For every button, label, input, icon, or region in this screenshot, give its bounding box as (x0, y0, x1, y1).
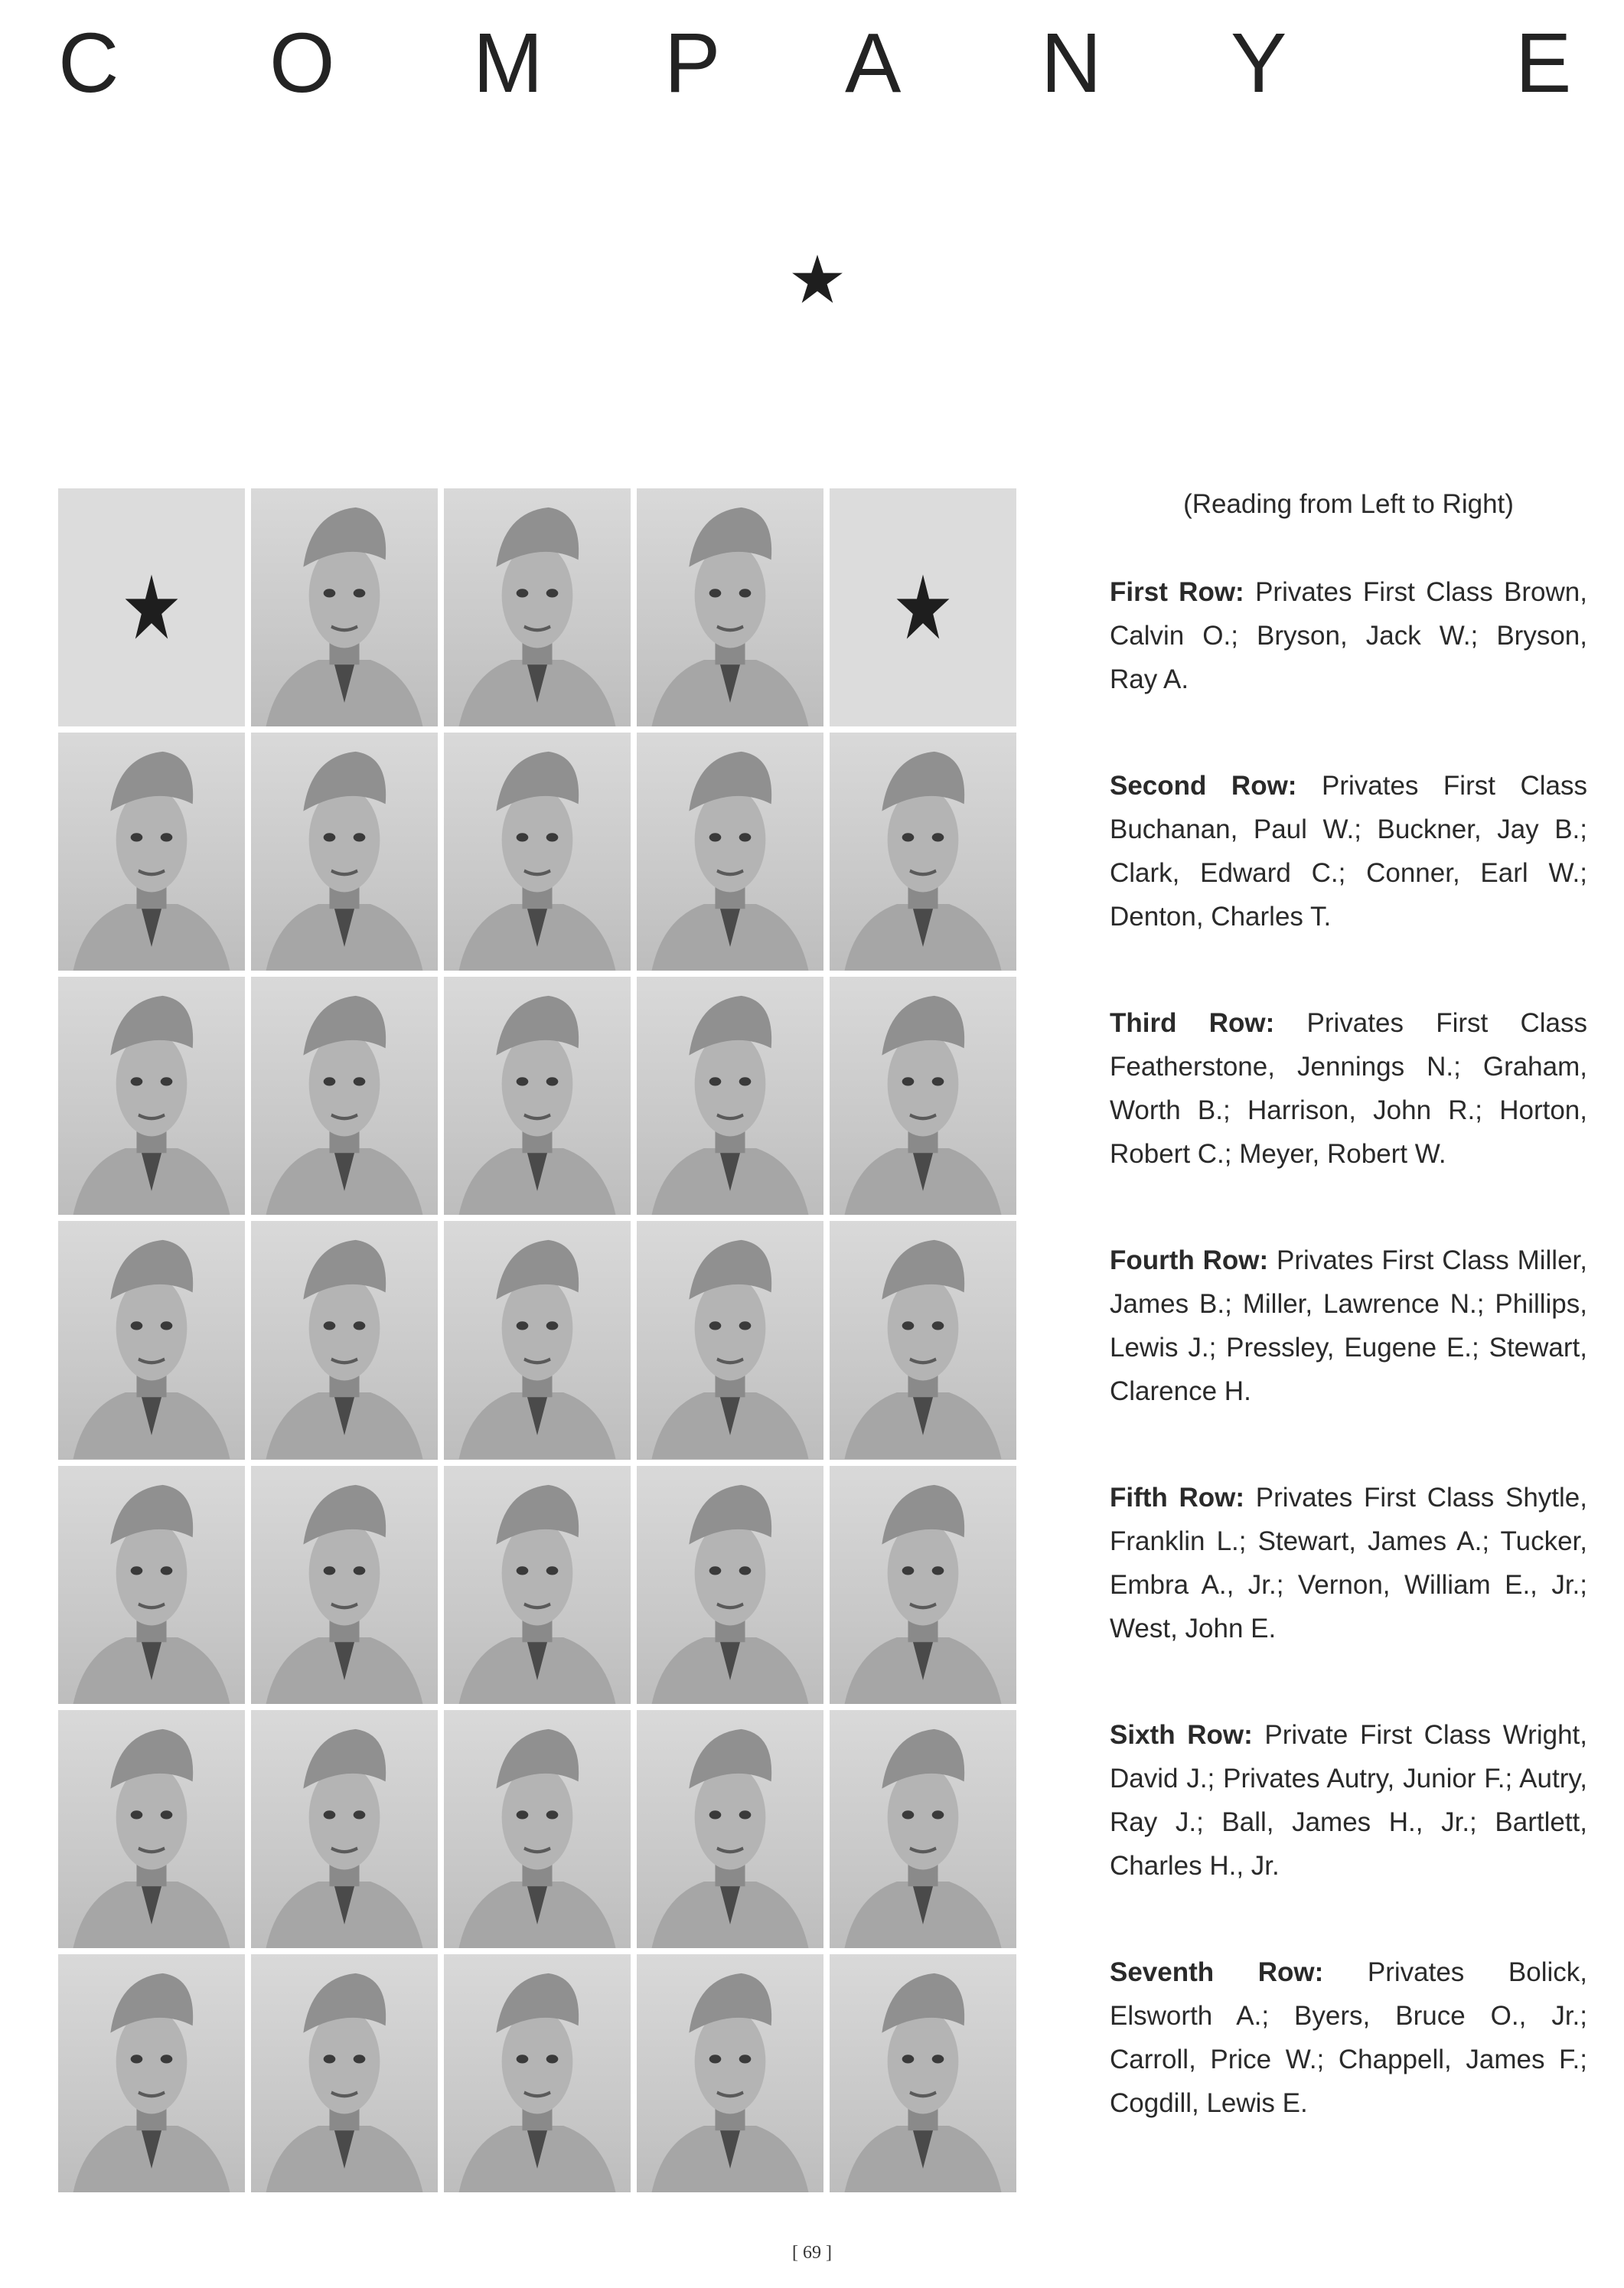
portrait-photo (637, 1954, 823, 2192)
portrait-photo (830, 733, 1016, 971)
soldier-portrait (830, 977, 1016, 1215)
portrait-photo (444, 1954, 631, 2192)
portrait-photo (830, 1221, 1016, 1459)
row-label: Third Row: (1110, 1008, 1275, 1038)
portrait-photo (444, 733, 631, 971)
soldier-portrait (637, 488, 823, 726)
soldier-portrait (444, 733, 631, 971)
soldier-portrait (58, 1710, 245, 1948)
star-cell (58, 488, 245, 726)
soldier-portrait (58, 977, 245, 1215)
row-names: Privates First Class Shytle, Franklin L.; Stewart, James A.; Tucker, Embra A., Jr.; Vernon, William E., Jr.; West, John E. (1110, 1483, 1587, 1643)
row-label: Fifth Row: (1110, 1483, 1245, 1513)
portrait-photo (444, 1710, 631, 1948)
portrait-photo (830, 1710, 1016, 1948)
soldier-portrait (637, 1954, 823, 2192)
soldier-portrait (637, 1466, 823, 1704)
caption-list (1110, 482, 1587, 2188)
portrait-photo (251, 977, 438, 1215)
portrait-photo (251, 733, 438, 971)
star-icon (791, 253, 844, 306)
soldier-portrait (58, 1466, 245, 1704)
portrait-photo (251, 1710, 438, 1948)
soldier-portrait (830, 1710, 1016, 1948)
soldier-portrait (637, 1710, 823, 1948)
soldier-portrait (444, 1221, 631, 1459)
soldier-portrait (251, 1221, 438, 1459)
soldier-portrait (830, 1466, 1016, 1704)
soldier-portrait (251, 977, 438, 1215)
soldier-portrait (830, 733, 1016, 971)
caption-row-4 (1110, 1239, 1587, 1413)
soldier-portrait (251, 1710, 438, 1948)
portrait-photo (830, 977, 1016, 1215)
portrait-photo (637, 977, 823, 1215)
row-names: Privates Bolick, Elsworth A.; Byers, Bruce O., Jr.; Carroll, Price W.; Chappell, James F.; Cogdill, Lewis E. (1110, 1957, 1587, 2118)
portrait-photo (58, 1221, 245, 1459)
portrait-photo (58, 1710, 245, 1948)
soldier-portrait (444, 1466, 631, 1704)
portrait-photo (251, 1954, 438, 2192)
row-names: Privates First Class Featherstone, Jennings N.; Graham, Worth B.; Harrison, John R.; Horton, Robert C.; Meyer, Robert W. (1110, 1008, 1587, 1169)
title-letter: Y (1231, 16, 1287, 110)
portrait-photo (444, 488, 631, 726)
portrait-photo (444, 1221, 631, 1459)
soldier-portrait (444, 1954, 631, 2192)
soldier-portrait (251, 1466, 438, 1704)
soldier-portrait (58, 733, 245, 971)
title-letter: A (845, 16, 902, 110)
title-letter: O (269, 16, 335, 110)
soldier-portrait (444, 977, 631, 1215)
soldier-portrait (58, 1221, 245, 1459)
caption-row-2 (1110, 764, 1587, 938)
soldier-portrait (830, 1221, 1016, 1459)
portrait-photo (58, 1466, 245, 1704)
page-number: [ 69 ] (792, 2243, 832, 2263)
title-letter: N (1041, 16, 1102, 110)
star-icon (830, 488, 1016, 726)
soldier-portrait (637, 1221, 823, 1459)
soldier-portrait (58, 1954, 245, 2192)
row-label: Second Row: (1110, 771, 1297, 801)
portrait-photo (637, 488, 823, 726)
soldier-portrait (637, 733, 823, 971)
row-label: First Row: (1110, 577, 1244, 607)
row-label: Seventh Row: (1110, 1957, 1324, 1987)
row-label: Sixth Row: (1110, 1720, 1253, 1750)
row-label: Fourth Row: (1110, 1245, 1269, 1275)
soldier-portrait (444, 488, 631, 726)
portrait-photo (637, 1221, 823, 1459)
soldier-portrait (637, 977, 823, 1215)
portrait-photo (637, 733, 823, 971)
soldier-portrait (444, 1710, 631, 1948)
photo-grid (58, 488, 1016, 2192)
portrait-photo (444, 1466, 631, 1704)
caption-row-5 (1110, 1476, 1587, 1650)
caption-row-7 (1110, 1950, 1587, 2125)
row-names: Private First Class Wright, David J.; Privates Autry, Junior F.; Autry, Ray J.; Ball, James H., Jr.; Bartlett, Charles H., Jr. (1110, 1720, 1587, 1881)
portrait-photo (58, 733, 245, 971)
row-names: Privates First Class Brown, Calvin O.; Bryson, Jack W.; Bryson, Ray A. (1110, 577, 1587, 694)
portrait-photo (830, 1954, 1016, 2192)
portrait-photo (637, 1466, 823, 1704)
portrait-photo (830, 1466, 1016, 1704)
title-letter: E (1515, 16, 1572, 110)
star-cell (830, 488, 1016, 726)
row-names: Privates First Class Buchanan, Paul W.; Buckner, Jay B.; Clark, Edward C.; Conner, Earl W.; Denton, Charles T. (1110, 771, 1587, 932)
portrait-photo (58, 977, 245, 1215)
caption-row-3 (1110, 1001, 1587, 1176)
portrait-photo (58, 1954, 245, 2192)
portrait-photo (251, 488, 438, 726)
reading-note: (Reading from Left to Right) (1183, 489, 1514, 519)
star-icon (58, 488, 245, 726)
portrait-photo (251, 1466, 438, 1704)
title-letter: P (664, 16, 721, 110)
soldier-portrait (830, 1954, 1016, 2192)
portrait-photo (444, 977, 631, 1215)
row-names: Privates First Class Miller, James B.; Miller, Lawrence N.; Phillips, Lewis J.; Pressley, Eugene E.; Stewart, Clarence H. (1110, 1245, 1587, 1406)
title-letter: M (473, 16, 543, 110)
caption-row-6 (1110, 1713, 1587, 1888)
portrait-photo (637, 1710, 823, 1948)
caption-row-1 (1110, 570, 1587, 701)
title-letter: C (58, 16, 119, 110)
soldier-portrait (251, 488, 438, 726)
soldier-portrait (251, 733, 438, 971)
soldier-portrait (251, 1954, 438, 2192)
portrait-photo (251, 1221, 438, 1459)
